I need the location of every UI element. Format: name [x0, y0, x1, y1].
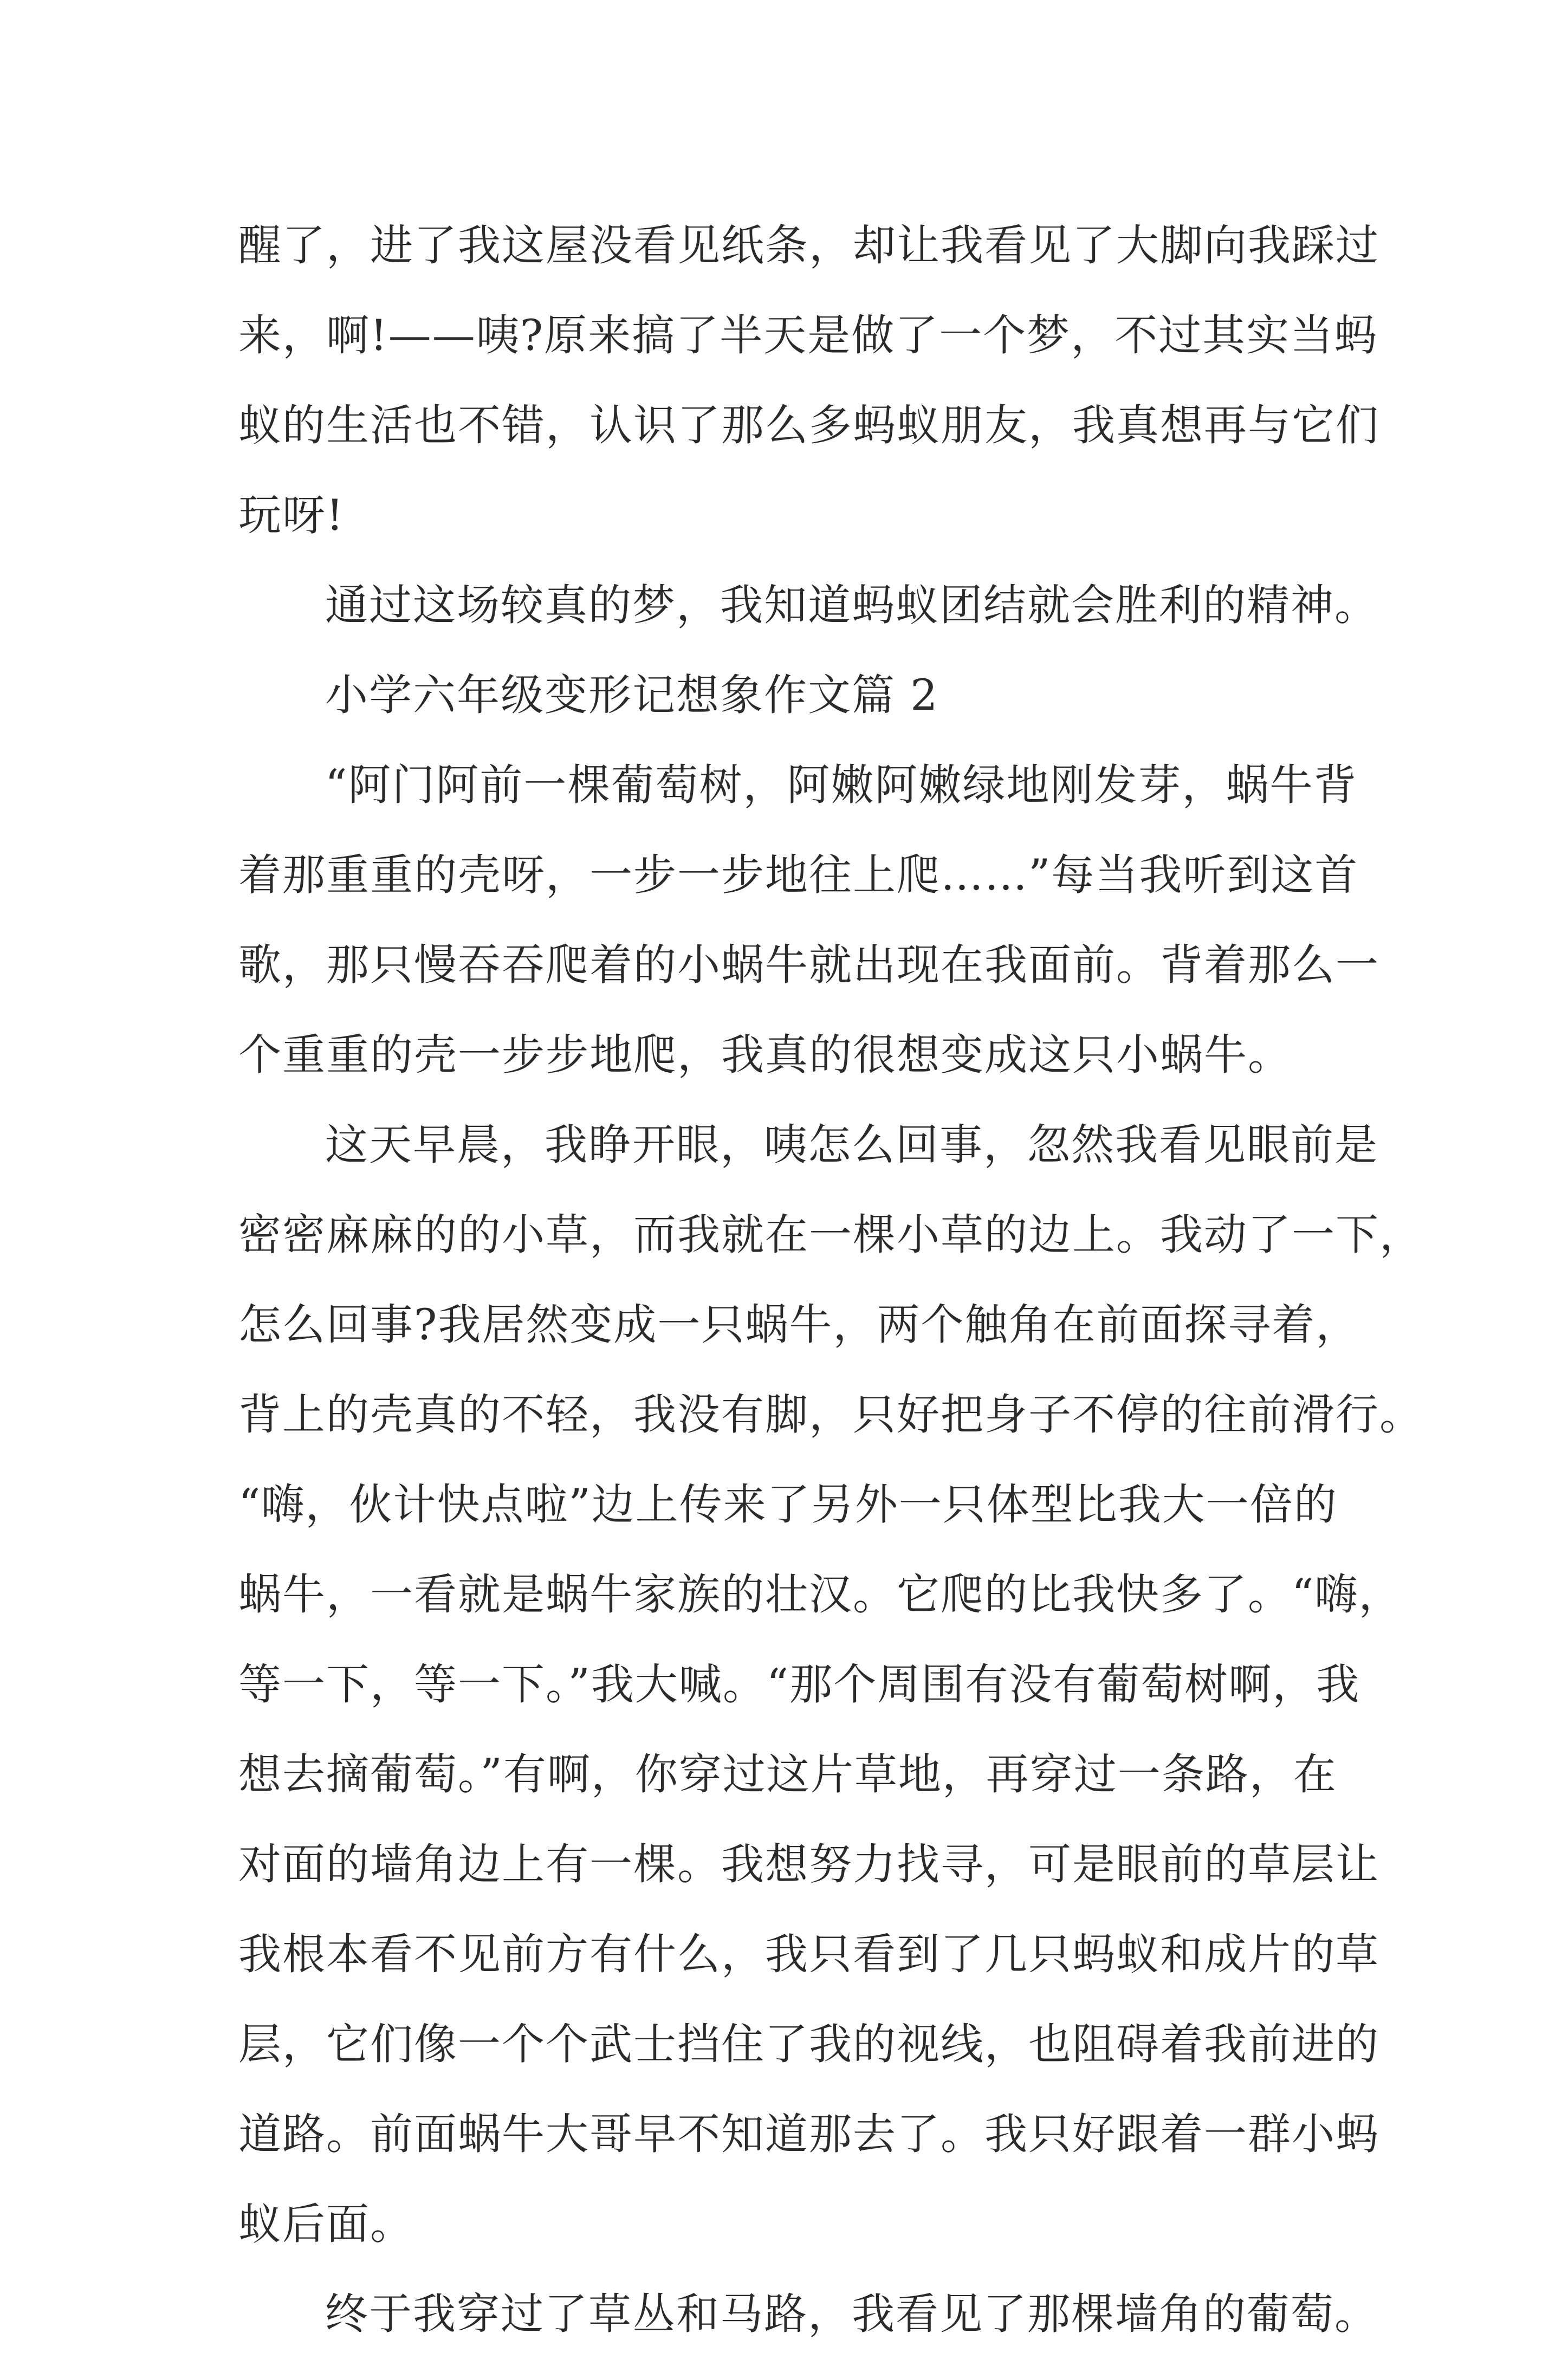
text-line: 个重重的壳一步步地爬，我真的很想变成这只小蜗牛。	[238, 1030, 1292, 1080]
text-line: 蚁后面。	[238, 2199, 414, 2249]
paragraph-line: 通过这场较真的梦，我知道蚂蚁团结就会胜利的精神。	[325, 580, 1378, 630]
text-line: 蚁的生活也不错，认识了那么多蚂蚁朋友，我真想再与它们	[238, 400, 1379, 450]
paragraph-line: “阿门阿前一棵葡萄树，阿嫩阿嫩绿地刚发芽，蜗牛背	[325, 760, 1358, 810]
paragraph-line: 这天早晨，我睁开眼，咦怎么回事，忽然我看见眼前是	[325, 1120, 1378, 1170]
document-body	[238, 200, 1423, 2359]
text-line: 来，啊!——咦?原来搞了半天是做了一个梦，不过其实当蚂	[238, 310, 1378, 360]
text-line: 道路。前面蜗牛大哥早不知道那去了。我只好跟着一群小蚂	[238, 2109, 1379, 2159]
text-line: 想去摘葡萄。”有啊，你穿过这片草地，再穿过一条路，在	[238, 1749, 1337, 1799]
text-line: 蜗牛，一看就是蜗牛家族的壮汉。它爬的比我快多了。“嗨，	[238, 1570, 1403, 1619]
paragraph-line: 终于我穿过了草丛和马路，我看见了那棵墙角的葡萄。	[325, 2289, 1378, 2339]
text-line: 等一下，等一下。”我大喊。“那个周围有没有葡萄树啊，我	[238, 1660, 1360, 1709]
text-line: 背上的壳真的不轻，我没有脚，只好把身子不停的往前滑行。	[238, 1390, 1423, 1440]
text-line: 醒了，进了我这屋没看见纸条，却让我看见了大脚向我踩过	[238, 221, 1379, 270]
text-line: 歌，那只慢吞吞爬着的小蜗牛就出现在我面前。背着那么一	[238, 940, 1379, 990]
text-line: 玩呀!	[238, 490, 345, 540]
text-line: “嗨，伙计快点啦”边上传来了另外一只体型比我大一倍的	[238, 1480, 1338, 1530]
text-line: 密密麻麻的的小草，而我就在一棵小草的边上。我动了一下，	[238, 1210, 1423, 1260]
text-line: 层，它们像一个个武士挡住了我的视线，也阻碍着我前进的	[238, 2019, 1379, 2069]
section-heading: 小学六年级变形记想象作文篇 2	[325, 670, 939, 720]
text-line: 对面的墙角边上有一棵。我想努力找寻，可是眼前的草层让	[238, 1839, 1379, 1889]
text-line: 着那重重的壳呀，一步一步地往上爬……”每当我听到这首	[238, 850, 1359, 900]
text-line: 怎么回事?我居然变成一只蜗牛，两个触角在前面探寻着，	[238, 1300, 1360, 1350]
text-line: 我根本看不见前方有什么，我只看到了几只蚂蚁和成片的草	[238, 1929, 1379, 1979]
